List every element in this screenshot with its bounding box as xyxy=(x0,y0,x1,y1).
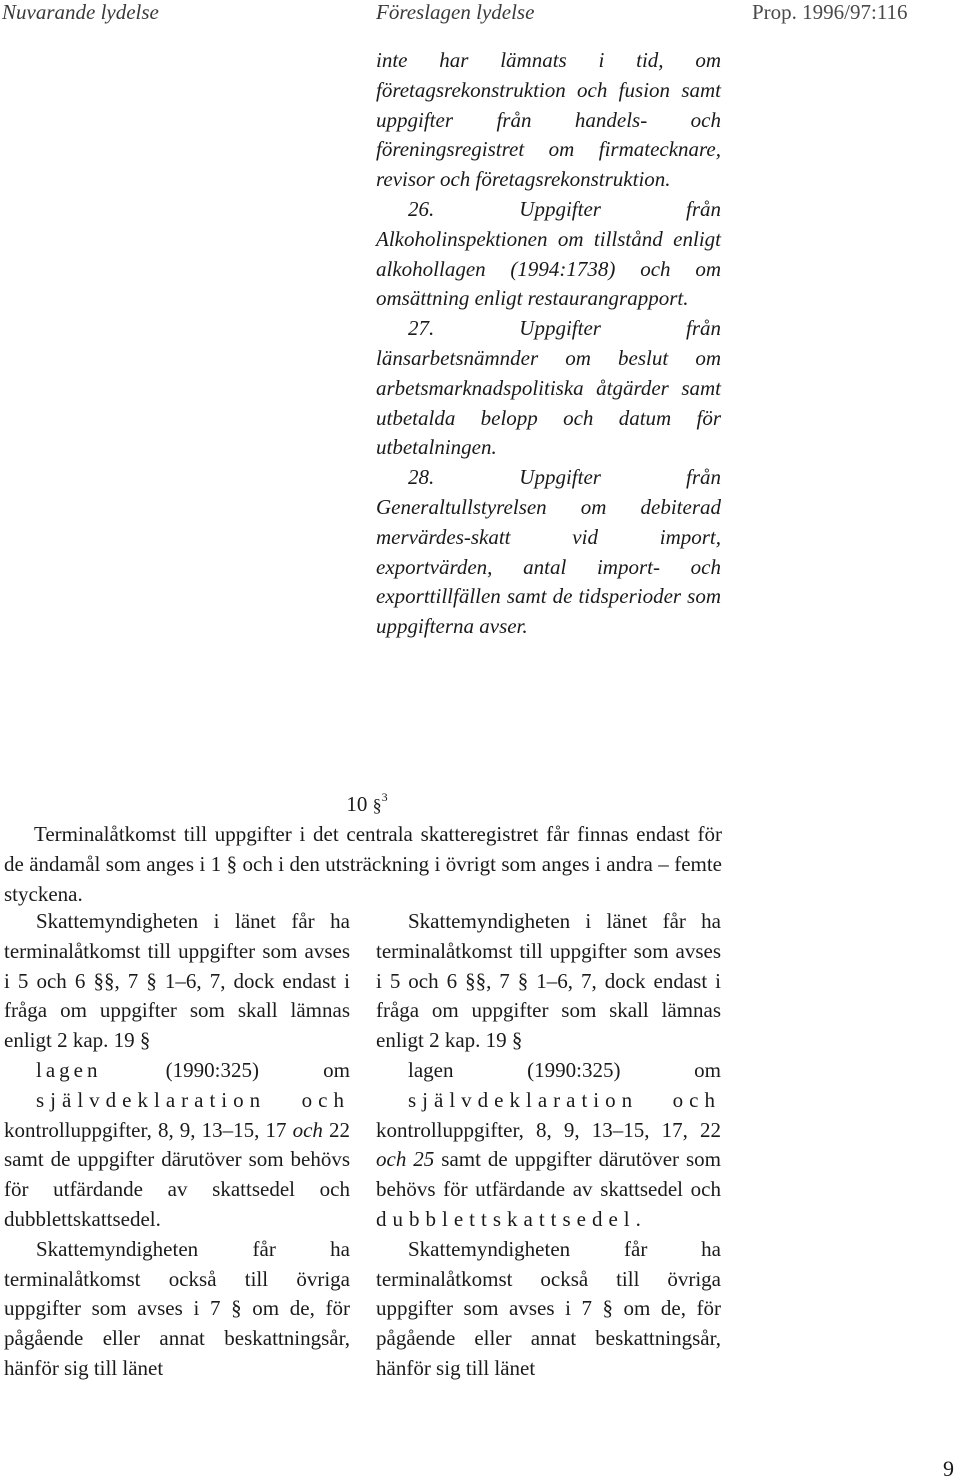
current-law-number: (1990:325) xyxy=(165,1057,259,1082)
proposed-law-word: lagen xyxy=(408,1057,454,1082)
proposed-och-italic: och xyxy=(376,1147,407,1172)
item-25-tail: inte har lämnats i tid, om företagsrekonstruktion och fusion samt uppgifter från handels- och föreningsregistret om firmatecknare, revisor och företagsrekonstruktion. xyxy=(376,48,721,192)
page-number: 9 xyxy=(943,1456,954,1481)
current-p1-text: Skattemyndigheten i länet får ha terminalåtkomst till uppgifter som avses i 5 och 6 §§, 7 § 1–6, 7, dock endast i fråga om uppgifter som skall lämnas enligt 2 kap. 19 § xyxy=(4,909,350,1053)
item-28: 28. Uppgifter från Generaltullstyrelsen om debiterad mervärdes-skatt vid import, exportvärden, antal import- och exporttillfällen samt de tidsperioder som uppgifterna avser. xyxy=(376,465,721,639)
current-p1-law-line xyxy=(4,1056,350,1086)
proposed-p1-text: Skattemyndigheten i länet får ha terminalåtkomst till uppgifter som avses i 5 och 6 §§, 7 § 1–6, 7, dock endast i fråga om uppgifter som skall lämnas enligt 2 kap. 19 § xyxy=(376,909,721,1053)
proposed-p1-decl-line xyxy=(376,1086,721,1116)
proposed-paragraph-2: Skattemyndigheten får ha terminalåtkomst också till övriga uppgifter som avses i 7 § om de, för pågående eller annat beskattningsår, hänför sig till länet xyxy=(376,1236,721,1380)
header-proposed-wording: Föreslagen lydelse xyxy=(376,0,535,24)
proposed-law-number: (1990:325) xyxy=(527,1057,621,1082)
header-proposition-number: Prop. 1996/97:116 xyxy=(752,0,908,24)
current-paragraph-2: Skattemyndigheten får ha terminalåtkomst också till övriga uppgifter som avses i 7 § om de, för pågående eller annat beskattningsår, hänför sig till länet xyxy=(4,1236,350,1380)
proposed-wording-column xyxy=(376,907,721,1384)
proposed-number-25: 25 xyxy=(413,1147,435,1172)
current-declaration-word: självdeklaration xyxy=(36,1087,267,1112)
current-p1-decl-line xyxy=(4,1086,350,1116)
current-law-word: lagen xyxy=(36,1057,102,1082)
current-law-om: om xyxy=(323,1057,350,1082)
proposed-number-22: 22 xyxy=(700,1117,721,1142)
proposed-duplicate-word: dubblettskattsedel. xyxy=(376,1206,647,1231)
proposed-och-word: och xyxy=(672,1087,721,1112)
proposed-p1-ending: samt de uppgifter därutöver som behövs för utfärdande av skattsedel och xyxy=(376,1147,722,1202)
section-intro-paragraph xyxy=(4,820,722,909)
current-p1-ending: 22 samt de uppgifter därutöver som behövs för utfärdande av skattsedel och dubblettskattsedel. xyxy=(4,1117,351,1231)
section-heading xyxy=(0,792,720,817)
intro-text: Terminalåtkomst till uppgifter i det centrala skatteregistret får finnas endast för de ändamål som anges i 1 § och i den utsträckning i övrigt som anges i andra – femte styckena. xyxy=(4,822,722,906)
proposed-law-om: om xyxy=(694,1057,721,1082)
footnote-marker: 3 xyxy=(381,790,388,804)
current-wording-column xyxy=(4,907,350,1384)
current-paragraph-1 xyxy=(4,907,350,1235)
current-control-text: kontrolluppgifter, 8, 9, 13–15, 17 xyxy=(4,1117,287,1142)
current-och-italic: och xyxy=(292,1117,323,1142)
proposed-p1-law-line xyxy=(376,1056,721,1086)
section-number: 10 xyxy=(346,792,368,816)
proposed-declaration-word: självdeklaration xyxy=(408,1087,639,1112)
header-current-wording: Nuvarande lydelse xyxy=(2,0,159,24)
proposed-items-column xyxy=(376,46,721,642)
current-och-word: och xyxy=(301,1087,350,1112)
item-26: 26. Uppgifter från Alkoholinspektionen om tillstånd enligt alkohollagen (1994:1738) och om omsättning enligt restaurangrapport. xyxy=(376,196,721,311)
section-symbol: § xyxy=(372,795,382,815)
item-27: 27. Uppgifter från länsarbetsnämnder om beslut om arbetsmarknadspolitiska åtgärder samt utbetalda belopp och datum för utbetalningen. xyxy=(376,316,721,460)
proposed-paragraph-1 xyxy=(376,907,721,1235)
proposed-control-text: kontrolluppgifter, 8, 9, 13–15, 17, xyxy=(376,1117,688,1142)
